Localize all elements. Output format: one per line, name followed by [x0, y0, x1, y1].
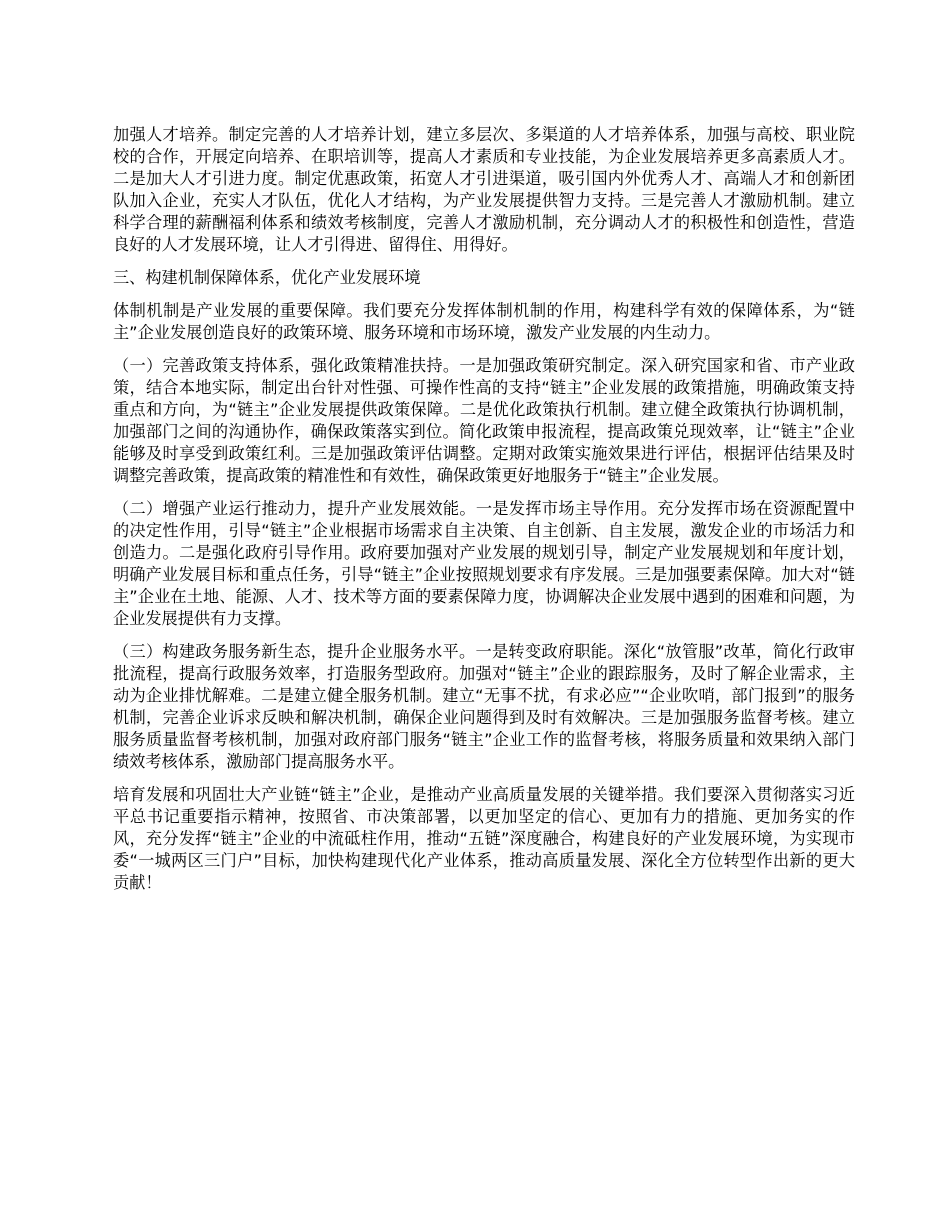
paragraph-talent-training: 加强人才培养。制定完善的人才培养计划，建立多层次、多渠道的人才培养体系，加强与高校、职业院校的合作，开展定向培养、在职培训等，提高人才素质和专业技能，为企业发展培养更多高素质人才。二是加大人才引进力度。制定优惠政策，拓宽人才引进渠道，吸引国内外优秀人才、高端人才和创新团队加入企业，充实人才队伍，优化人才结构，为产业发展提供智力支持。三是完善人才激励机制。建立科学合理的薪酬福利体系和绩效考核制度，完善人才激励机制，充分调动人才的积极性和创造性，营造良好的人才发展环境，让人才引得进、留得住、用得好。	[113, 125, 855, 254]
paragraph-conclusion: 培育发展和巩固壮大产业链“链主”企业，是推动产业高质量发展的关键举措。我们要深入贯彻落实习近平总书记重要指示精神，按照省、市决策部署，以更加坚定的信心、更加有力的措施、更加务实的作风，充分发挥“链主”企业的中流砥柱作用，推动“五链”深度融合，构建良好的产业发展环境，为实现市委“一城两区三门户”目标，加快构建现代化产业体系，推动高质量发展、深化全方位转型作出新的更大贡献！	[113, 785, 855, 892]
section-heading: 三、构建机制保障体系，优化产业发展环境	[113, 268, 421, 287]
paragraph-mechanism-intro: 体制机制是产业发展的重要保障。我们要充分发挥体制机制的作用，构建科学有效的保障体系，为“链主”企业发展创造良好的政策环境、服务环境和市场环境，激发产业发展的内生动力。	[113, 301, 855, 342]
paragraph-government-service: （三）构建政务服务新生态，提升企业服务水平。一是转变政府职能。深化“放管服”改革，简化行政审批流程，提高行政服务效率，打造服务型政府。加强对“链主”企业的跟踪服务，及时了解企业需求，主动为企业排忧解难。二是建立健全服务机制。建立“无事不扰，有求必应”“企业吹哨，部门报到”的服务机制，完善企业诉求反映和解决机制，确保企业问题得到及时有效解决。三是加强服务监督考核。建立服务质量监督考核机制，加强对政府部门服务“链主”企业工作的监督考核，将服务质量和效果纳入部门绩效考核体系，激励部门提高服务水平。	[113, 642, 855, 771]
paragraph-policy-support: （一）完善政策支持体系，强化政策精准扶持。一是加强政策研究制定。深入研究国家和省、市产业政策，结合本地实际，制定出台针对性强、可操作性高的支持“链主”企业发展的政策措施，明确政策支持重点和方向，为“链主”企业发展提供政策保障。二是优化政策执行机制。建立健全政策执行协调机制，加强部门之间的沟通协作，确保政策落实到位。简化政策申报流程，提高政策兑现效率，让“链主”企业能够及时享受到政策红利。三是加强政策评估调整。定期对政策实施效果进行评估，根据评估结果及时调整完善政策，提高政策的精准性和有效性，确保政策更好地服务于“链主”企业发展。	[113, 356, 855, 485]
paragraph-industry-drive: （二）增强产业运行推动力，提升产业发展效能。一是发挥市场主导作用。充分发挥市场在资源配置中的决定性作用，引导“链主”企业根据市场需求自主决策、自主创新、自主发展，激发企业的市场活力和创造力。二是强化政府引导作用。政府要加强对产业发展的规划引导，制定产业发展规划和年度计划，明确产业发展目标和重点任务，引导“链主”企业按照规划要求有序发展。三是加强要素保障。加大对“链主”企业在土地、能源、人才、技术等方面的要素保障力度，协调解决企业发展中遇到的困难和问题，为企业发展提供有力支撑。	[113, 499, 855, 628]
document-page	[113, 124, 855, 905]
